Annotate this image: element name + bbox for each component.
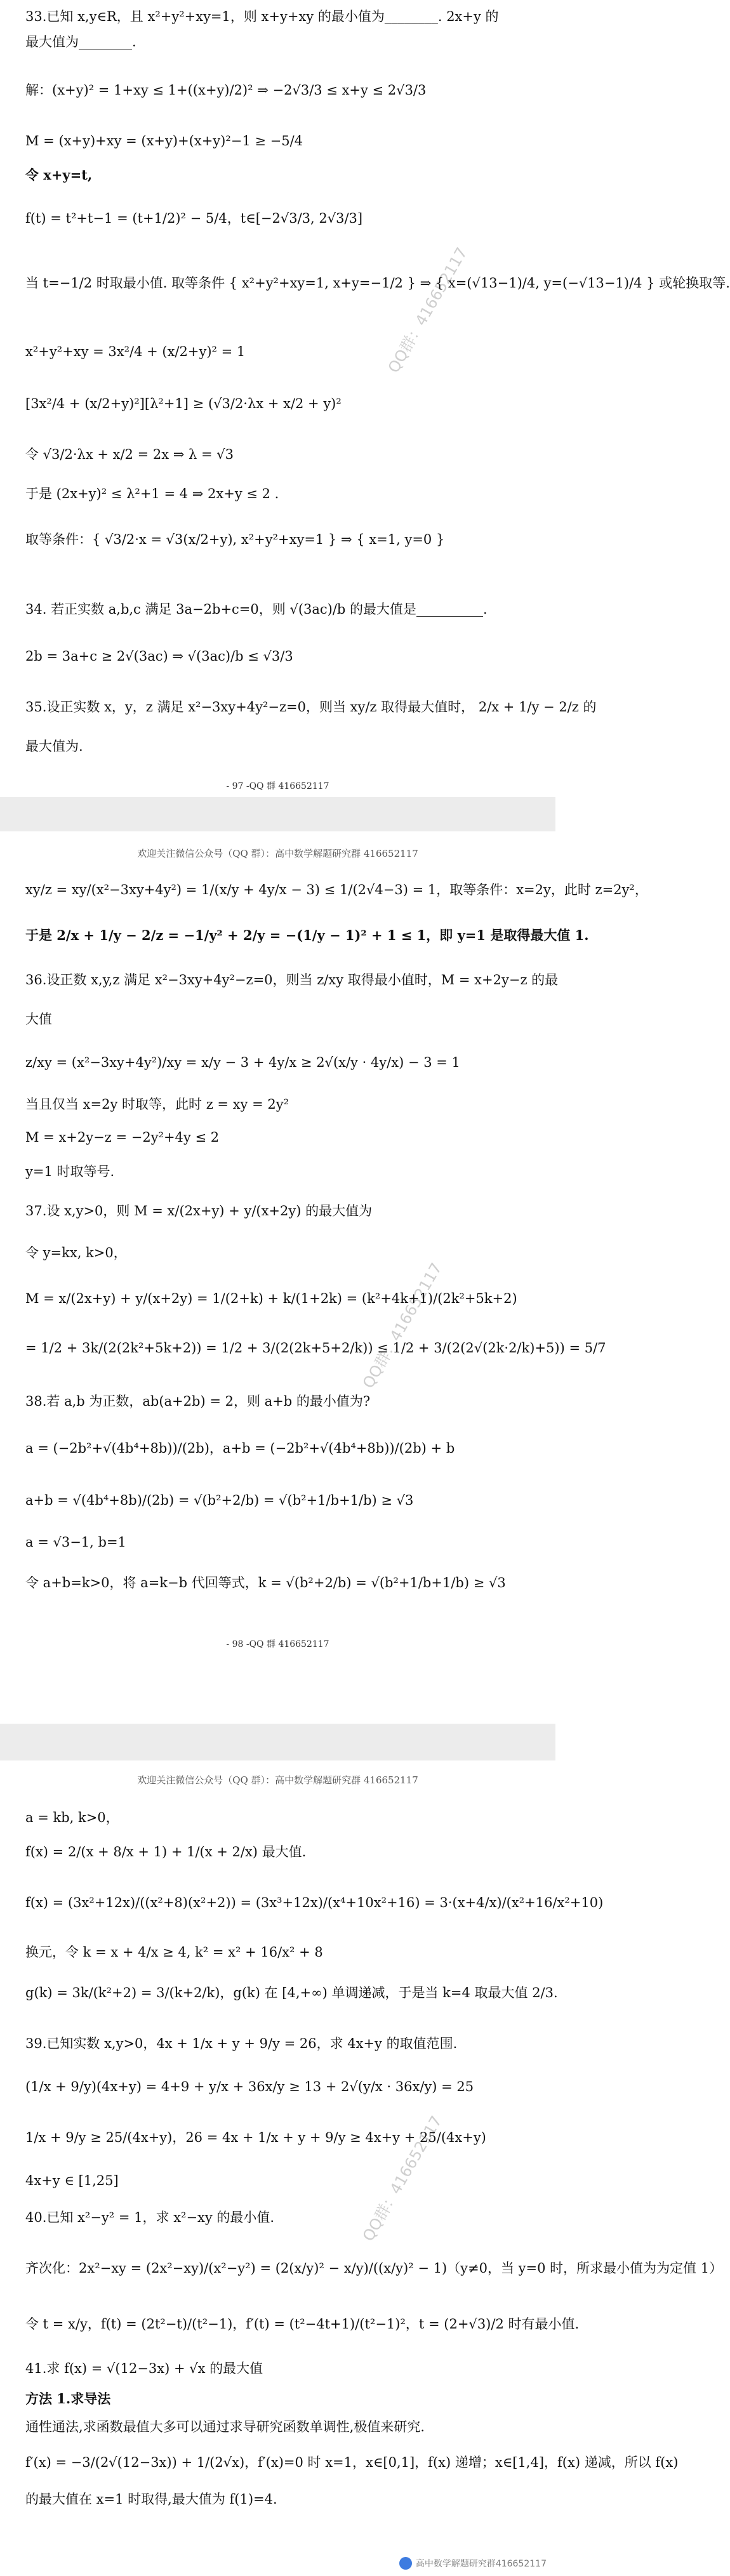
problem-36-line-2: 大值 bbox=[25, 1012, 52, 1027]
solution-line: 齐次化：2x²−xy = (2x²−xy)/(x²−y²) = (2(x/y)² − x/y)/((x/y)² − 1)（y≠0，当 y=0 时，所求最小值为为定值 1） bbox=[25, 2261, 723, 2276]
solution-line: xy/z = xy/(x²−3xy+4y²) = 1/(x/y + 4y/x − 3) ≤ 1/(2√4−3) = 1，取等条件：x=2y，此时 z=2y²， bbox=[25, 882, 648, 897]
problem-34: 34. 若正实数 a,b,c 满足 3a−2b+c=0，则 √(3ac)/b 的最大值是__________. bbox=[25, 602, 488, 617]
solution-line: 换元，令 k = x + 4/x ≥ 4, k² = x² + 16/x² + 8 bbox=[25, 1945, 323, 1960]
solution-line: f(t) = t²+t−1 = (t+1/2)² − 5/4，t∈[−2√3/3, 2√3/3] bbox=[25, 211, 363, 226]
solution-line: 取等条件：{ √3/2·x = √3(x/2+y), x²+y²+xy=1 } ⇒ { x=1, y=0 } bbox=[25, 532, 445, 547]
page-separator bbox=[0, 797, 555, 831]
solution-line: x²+y²+xy = 3x²/4 + (x/2+y)² = 1 bbox=[25, 344, 246, 359]
solution-line: a+b = √(4b⁴+8b)/(2b) = √(b²+2/b) = √(b²+1/b+1/b) ≥ √3 bbox=[25, 1493, 414, 1508]
solution-line: 于是 (2x+y)² ≤ λ²+1 = 4 ⇒ 2x+y ≤ 2 . bbox=[25, 486, 279, 501]
problem-36-line-1: 36.设正数 x,y,z 满足 x²−3xy+4y²−z=0，则当 z/xy 取得最小值时，M = x+2y−z 的最 bbox=[25, 972, 559, 987]
solution-line: 当 t=−1/2 时取最小值. 取等条件 { x²+y²+xy=1, x+y=−1/2 } ⇒ { x=(√13−1)/4, y=(−√13−1)/4 } 或轮换取等. bbox=[25, 275, 730, 291]
solution-line: 2b = 3a+c ≥ 2√(3ac) ⇒ √(3ac)/b ≤ √3/3 bbox=[25, 649, 293, 664]
solution-line: 令 a+b=k>0，将 a=k−b 代回等式，k = √(b²+2/b) = √(b²+1/b+1/b) ≥ √3 bbox=[25, 1575, 506, 1590]
solution-line: 令 t = x/y，f(t) = (2t²−t)/(t²−1)，f′(t) = (t²−4t+1)/(t²−1)²，t = (2+√3)/2 时有最小值. bbox=[25, 2316, 580, 2332]
problem-33-line-1: 33.已知 x,y∈R，且 x²+y²+xy=1，则 x+y+xy 的最小值为________. 2x+y 的 bbox=[25, 9, 499, 24]
solution-line: 通性通法,求函数最值大多可以通过求导研究函数单调性,极值来研究. bbox=[25, 2419, 425, 2434]
wechat-icon bbox=[399, 2557, 412, 2570]
page-3 bbox=[0, 1760, 723, 2576]
watermark: QQ群：416652117 bbox=[384, 244, 471, 376]
solution-line: [3x²/4 + (x/2+y)²][λ²+1] ≥ (√3/2·λx + x/2 + y)² bbox=[25, 396, 342, 411]
solution-line: M = x+2y−z = −2y²+4y ≤ 2 bbox=[25, 1130, 220, 1145]
solution-line: f(x) = (3x²+12x)/((x²+8)(x²+2)) = (3x³+12x)/(x⁴+10x²+16) = 3·(x+4/x)/(x²+16/x²+10) bbox=[25, 1895, 604, 1910]
watermark: QQ群：416652117 bbox=[359, 2113, 446, 2245]
solution-line: 4x+y ∈ [1,25] bbox=[25, 2173, 119, 2188]
solution-line: a = √3−1, b=1 bbox=[25, 1535, 126, 1550]
watermark: QQ群：416652117 bbox=[359, 1260, 446, 1392]
solution-line: f′(x) = −3/(2√(12−3x)) + 1/(2√x)，f′(x)=0 时 x=1，x∈[0,1]，f(x) 递增；x∈[1,4]，f(x) 递减，所以 f(x) bbox=[25, 2455, 679, 2470]
page-footer: - 97 -QQ 群 416652117 bbox=[226, 781, 329, 791]
problem-33-line-2: 最大值为________. bbox=[25, 34, 136, 50]
solution-line: M = x/(2x+y) + y/(x+2y) = 1/(2+k) + k/(1+2k) = (k²+4k+1)/(2k²+5k+2) bbox=[25, 1291, 517, 1306]
page-footer: - 98 -QQ 群 416652117 bbox=[226, 1639, 329, 1649]
problem-37: 37.设 x,y>0，则 M = x/(2x+y) + y/(x+2y) 的最大值为 bbox=[25, 1203, 373, 1219]
solution-line: z/xy = (x²−3xy+4y²)/xy = x/y − 3 + 4y/x ≥ 2√(x/y · 4y/x) − 3 = 1 bbox=[25, 1055, 460, 1070]
problem-39: 39.已知实数 x,y>0，4x + 1/x + y + 9/y = 26，求 4x+y 的取值范围. bbox=[25, 2036, 458, 2051]
solution-line: 的最大值在 x=1 时取得,最大值为 f(1)=4. bbox=[25, 2492, 277, 2507]
problem-35-line-1: 35.设正实数 x，y，z 满足 x²−3xy+4y²−z=0，则当 xy/z 取得最大值时， 2/x + 1/y − 2/z 的 bbox=[25, 699, 597, 715]
page-2 bbox=[0, 831, 648, 1724]
solution-line: 解：(x+y)² = 1+xy ≤ 1+((x+y)/2)² ⇒ −2√3/3 ≤ x+y ≤ 2√3/3 bbox=[25, 83, 427, 98]
solution-line: M = (x+y)+xy = (x+y)+(x+y)²−1 ≥ −5/4 bbox=[25, 133, 303, 149]
problem-38: 38.若 a,b 为正数，ab(a+2b) = 2，则 a+b 的最小值为? bbox=[25, 1394, 371, 1409]
page-header: 欢迎关注微信公众号（QQ 群）：高中数学解题研究群 416652117 bbox=[137, 848, 418, 859]
wechat-logo bbox=[399, 2557, 547, 2570]
solution-line: 令 √3/2·λx + x/2 = 2x ⇒ λ = √3 bbox=[25, 447, 234, 462]
solution-line: y=1 时取等号. bbox=[25, 1164, 115, 1179]
problem-41: 41.求 f(x) = √(12−3x) + √x 的最大值 bbox=[25, 2361, 263, 2376]
solution-line: 令 y=kx, k>0， bbox=[25, 1245, 127, 1260]
solution-line: g(k) = 3k/(k²+2) = 3/(k+2/k)，g(k) 在 [4,+∞) 单调递减，于是当 k=4 取最大值 2/3. bbox=[25, 1985, 558, 2000]
solution-line: a = kb, k>0， bbox=[25, 1810, 119, 1825]
page-separator bbox=[0, 1724, 555, 1760]
logo-text: 高中数学解题研究群416652117 bbox=[415, 2559, 547, 2569]
solution-line: = 1/2 + 3k/(2(2k²+5k+2)) = 1/2 + 3/(2(2k+5+2/k)) ≤ 1/2 + 3/(2(2√(2k·2/k)+5)) = 5/7 bbox=[25, 1340, 606, 1356]
method-heading: 方法 1.求导法 bbox=[25, 2391, 111, 2407]
page-1 bbox=[0, 0, 730, 797]
solution-line: (1/x + 9/y)(4x+y) = 4+9 + y/x + 36x/y ≥ 13 + 2√(y/x · 36x/y) = 25 bbox=[25, 2079, 474, 2094]
solution-line: 令 x+y=t, bbox=[25, 167, 93, 183]
problem-35-line-2: 最大值为. bbox=[25, 739, 83, 754]
solution-line: 1/x + 9/y ≥ 25/(4x+y)，26 = 4x + 1/x + y + 9/y ≥ 4x+y + 25/(4x+y) bbox=[25, 2130, 486, 2145]
solution-line: 于是 2/x + 1/y − 2/z = −1/y² + 2/y = −(1/y − 1)² + 1 ≤ 1，即 y=1 是取得最大值 1. bbox=[25, 927, 589, 943]
solution-line: 当且仅当 x=2y 时取等，此时 z = xy = 2y² bbox=[25, 1097, 289, 1112]
page-header: 欢迎关注微信公众号（QQ 群）：高中数学解题研究群 416652117 bbox=[137, 1774, 418, 1786]
problem-line: f(x) = 2/(x + 8/x + 1) + 1/(x + 2/x) 最大值. bbox=[25, 1844, 307, 1859]
solution-line: a = (−2b²+√(4b⁴+8b))/(2b)，a+b = (−2b²+√(4b⁴+8b))/(2b) + b bbox=[25, 1441, 455, 1456]
problem-40: 40.已知 x²−y² = 1，求 x²−xy 的最小值. bbox=[25, 2210, 275, 2225]
